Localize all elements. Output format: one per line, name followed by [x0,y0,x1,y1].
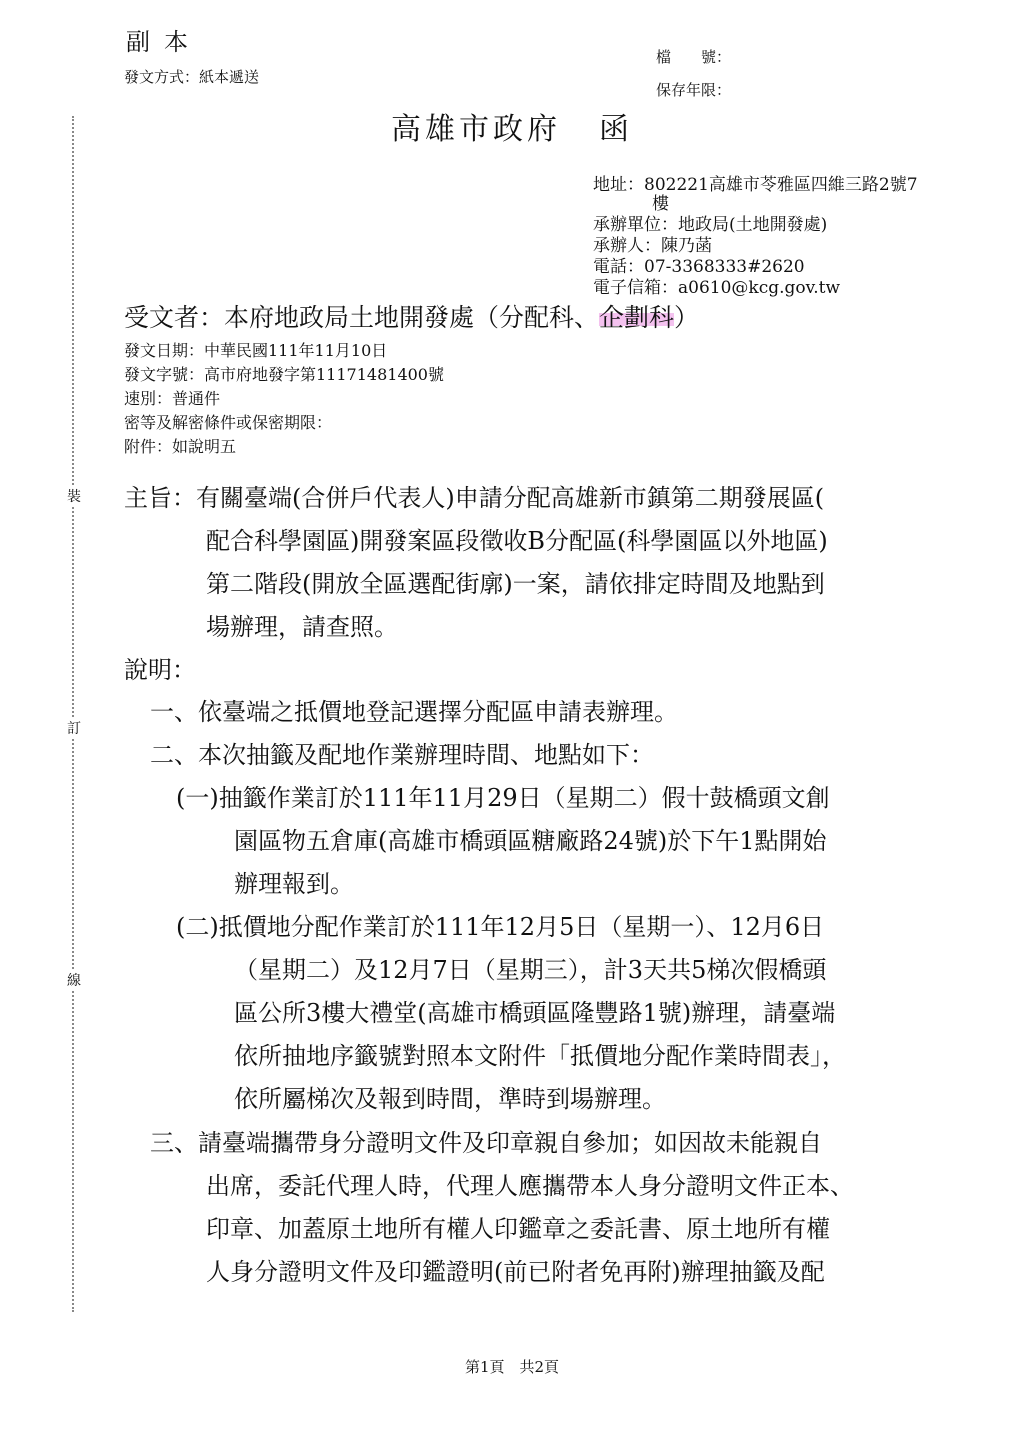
explanation-item-3-line: 人身分證明文件及印鑑證明(前已附者免再附)辦理抽籤及配 [206,1258,825,1286]
binding-line [72,116,74,1312]
sub-item-2-line: 依所抽地序籤號對照本文附件「抵價地分配作業時間表」， [234,1042,846,1070]
handling-unit: 承辦單位：地政局(土地開發處) [593,215,828,235]
sub-item-2-line: 區公所3樓大禮堂(高雄市橋頭區隆豐路1號)辦理，請臺端 [234,999,836,1027]
phone: 電話：07-3368333#2620 [593,257,805,277]
issuing-organization: 高雄市政府 [391,112,561,147]
retention-period-label: 保存年限： [656,81,732,99]
document-title [0,104,1024,148]
email: 電子信箱：a0610@kcg.gov.tw [593,278,840,298]
recipient-suffix: ） [674,303,700,332]
attachment: 附件：如說明五 [124,437,237,456]
explanation-item-1: 一、依臺端之抵價地登記選擇分配區申請表辦理。 [150,698,678,726]
document-number: 發文字號：高市府地發字第11171481400號 [124,365,444,384]
sub-item-2-line: 依所屬梯次及報到時間，準時到場辦理。 [234,1085,666,1113]
secrecy-level: 密等及解密條件或保密期限： [124,413,333,432]
explanation-label: 說明： [124,656,196,684]
handling-officer: 承辦人：陳乃菡 [593,236,712,256]
recipient-highlighted-section: 企劃科 [599,303,675,332]
address-line-2: 樓 [652,194,669,214]
subject-line: 配合科學園區)開發案區段徵收B分配區(科學園區以外地區) [206,527,828,555]
explanation-item-3-line: 印章、加蓋原土地所有權人印鑑章之委託書、原土地所有權 [206,1215,830,1243]
page-number: 第1頁 共2頁 [464,1358,560,1376]
recipient-prefix: 受文者：本府地政局土地開發處（分配科、 [124,303,600,332]
binding-mark-zhuang: 裝 [66,486,82,506]
delivery-speed: 速別：普通件 [124,389,221,408]
explanation-item-3-line: 三、請臺端攜帶身分證明文件及印章親自參加；如因故未能親自 [150,1129,822,1157]
sub-item-1-line: 辦理報到。 [234,870,354,898]
sub-item-1-line: 園區物五倉庫(高雄市橋頭區糖廠路24號)於下午1點開始 [234,827,827,855]
sub-item-2-line: (二)抵價地分配作業訂於111年12月5日（星期一）、12月6日 [176,913,825,941]
explanation-item-2: 二、本次抽籤及配地作業辦理時間、地點如下： [150,741,654,769]
recipient [124,298,699,334]
issue-date: 發文日期：中華民國111年11月10日 [124,341,388,360]
binding-mark-xian: 線 [66,970,82,990]
file-number-label: 檔 號： [656,48,732,66]
sub-item-1-line: (一)抽籤作業訂於111年11月29日（星期二）假十鼓橋頭文創 [176,784,830,812]
document-type: 函 [599,112,633,147]
subject-line: 第二階段(開放全區選配街廓)一案，請依排定時間及地點到 [206,570,825,598]
send-method: 發文方式：紙本遞送 [124,68,260,86]
copy-mark: 副本 [126,28,202,56]
subject-line: 場辦理，請查照。 [206,613,398,641]
binding-mark-ding: 訂 [66,718,82,738]
address-line-1: 地址：802221高雄市苓雅區四維三路2號7 [593,175,918,195]
sub-item-2-line: （星期二）及12月7日（星期三），計3天共5梯次假橋頭 [234,956,827,984]
subject-line: 主旨：有關臺端(合併戶代表人)申請分配高雄新市鎮第二期發展區( [124,484,825,512]
explanation-item-3-line: 出席，委託代理人時，代理人應攜帶本人身分證明文件正本、 [206,1172,854,1200]
